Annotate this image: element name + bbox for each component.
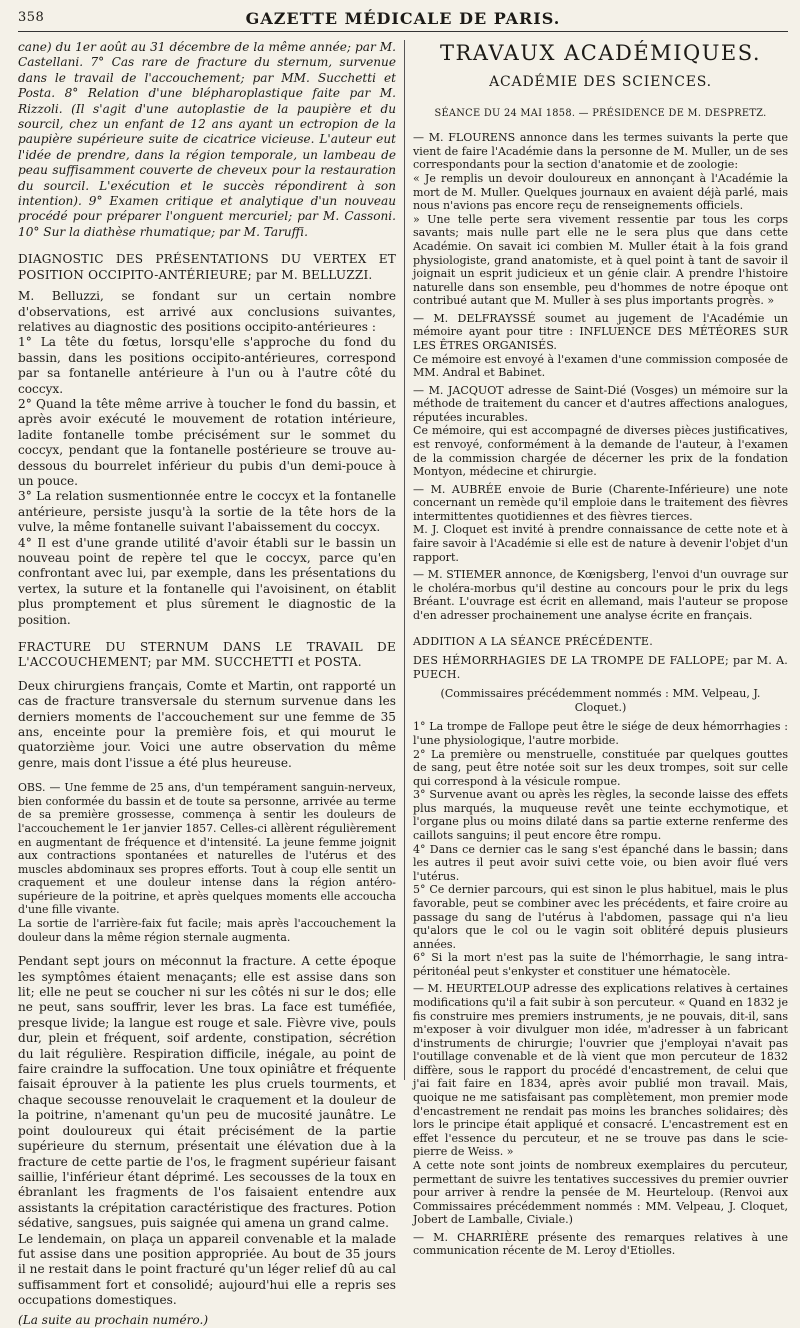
paragraph: M. J. Cloquet est invité à prendre connaissance de cette note et à faire savoir à l'Académie si elle est de nature à devenir l'objet d'un rapport. <box>413 523 788 564</box>
paragraph: 1° La tête du fœtus, lorsqu'elle s'approche du fond du bassin, dans les positions occipito-antérieures, correspond par sa fontanelle antérieure à l'un ou à l'autre côté du coccyx. <box>18 335 396 396</box>
paragraph: A cette note sont joints de nombreux exemplaires du percuteur, permettant de suivre les tentatives successives du premier ouvrier pour arriver à rendre la pensée de M. Heurteloup. (Renvoi aux Commissaires précédemment nommés : MM. Velpeau, J. Cloquet, Jobert de Lamballe, Civiale.) <box>413 1158 788 1227</box>
page-header <box>18 8 788 32</box>
commissioners-line: (Commissaires précédemment nommés : MM. Velpeau, J. Cloquet.) <box>440 687 761 714</box>
paragraph: » Une telle perte sera vivement ressentie par tous les corps savants; mais nulle part elle ne le sera plus que dans cette Académie. On savait ici combien M. Muller était à la fois grand physiologiste, grand anatomiste, et à quel point à tant de savoir il joignait un esprit judicieux et un génie clair. A prendre l'histoire naturelle dans son ensemble, peu d'hommes de notre époque ont contribué autant que M. Muller à ses plus importants progrès. » <box>413 212 788 308</box>
paragraph: 3° Survenue avant ou après les règles, la seconde laisse des effets plus marqués, la muqueuse revêt une teinte ecchymotique, et l'organe plus ou moins dilaté dans sa partie externe renferme des caillots sanguins; il peut encore être rompu. <box>413 788 788 843</box>
paragraph: 6° Si la mort n'est pas la suite de l'hémorrhagie, le sang intra-péritonéal peut s'enkyster et constituer une hématocèle. <box>413 951 788 978</box>
diagnostic-heading: DIAGNOSTIC DES PRÉSENTATIONS DU VERTEX ET POSITION OCCIPITO-ANTÉRIEURE; par M. BELLUZZI. <box>18 252 396 282</box>
paragraph: Ce mémoire est envoyé à l'examen d'une commission composée de MM. Andral et Babinet. <box>413 352 788 380</box>
paragraph: « Je remplis un devoir douloureux en annonçant à l'Académie la mort de M. Muller. Quelques journaux en avaient déjà parlé, mais nous n'avions pas encore reçu de renseignements officiels. <box>413 172 788 213</box>
continued-note: (La suite au prochain numéro.) <box>18 1312 209 1327</box>
paragraph: 5° Ce dernier parcours, qui est sinon le plus habituel, mais le plus favorable, peut se combiner avec les précédents, et faire croire au passage du sang de l'utérus à l'abdomen, passage qui n'a lieu qu'alors que le col ou le vagin soit oblitéré depuis plusieurs années. <box>413 883 788 951</box>
paragraph: Pendant sept jours on méconnut la fracture. A cette époque les symptômes étaient menaçants; elle est assise dans son lit; elle ne peut se coucher ni sur les côtés ni sur le dos; elle ne peut, sans souffrir, lever les bras. La face est tuméfiée, presque livide; la langue est rouge et sale. Fièvre vive, pouls dur, plein et fréquent, soif ardente, constipation, sécrétion du lait régulière. Respiration difficile, inégale, au point de faire craindre la suffocation. Une toux opiniâtre et fréquente faisait éprouver à la patiente les plus cruels tourments, et chaque secousse renouvelait le craquement et la douleur de la poitrine, n'amenant qu'un peu de mucosité jaunâtre. Le point douloureux qui était précisément de la partie supérieure du sternum, présentait une élévation due à la fracture de cette partie de l'os, le fragment supérieur faisant saillie, l'inférieur étant déprimé. Les secousses de la toux en ébranlant les fragments de l'os faisaient entendre aux assistants la crépitation caractéristique des fractures. Potion sédative, sangsues, puis saignée qui amena un grand calme. <box>18 954 396 1231</box>
paragraph: — M. STIEMER annonce, de Kœnigsberg, l'envoi d'un ouvrage sur le choléra-morbus qu'il destine au concours pour le prix du legs Bréant. L'ouvrage est écrit en allemand, mais l'auteur se propose d'en adresser prochainement une analyse écrite en français. <box>413 568 788 622</box>
paragraph: Deux chirurgiens français, Comte et Martin, ont rapporté un cas de fracture transversale du sternum survenue dans les derniers moments de l'accouchement sur une femme de 35 ans, enceinte pour la première fois, et qui mourut le quatorzième jour. Voici une autre observation du même genre, mais dont l'issue a été plus heureuse. <box>18 678 396 770</box>
column-divider <box>404 40 405 1080</box>
paragraph: — M. JACQUOT adresse de Saint-Dié (Vosges) un mémoire sur la méthode de traitement du cancer et d'autres affections analogues, réputées incurables. <box>413 383 788 424</box>
paragraph: La sortie de l'arrière-faix fut facile; mais après l'accouchement la douleur dans la même région sternale augmenta. <box>18 917 396 944</box>
paragraph: 4° Il est d'une grande utilité d'avoir établi sur le bassin un nouveau point de repère tel que le coccyx, parce qu'en confrontant avec lui, par exemple, dans les présentations du vertex, la suture et la fontanelle qui l'avoisinent, on établit plus promptement et plus sûrement le diagnostic de la position. <box>18 535 396 627</box>
session-line: SÉANCE DU 24 MAI 1858. — PRÉSIDENCE DE M. DESPRETZ. <box>434 108 767 120</box>
section-title: TRAVAUX ACADÉMIQUES. <box>439 41 762 65</box>
paragraph: — M. HEURTELOUP adresse des explications relatives à certaines modifications qu'il a fait subir à son percuteur. « Quand en 1832 je fis construire mes premiers instruments, je ne pouvais, dit-il, sans m'exposer à voir divulguer mon idée, m'adresser à un fabricant d'instruments de chirurgie; l'ouvrier que j'employai n'avait pas l'outillage convenable et de là vient que mon percuteur de 1832 diffère, sous le rapport du procédé d'encastrement, de celui que j'ai fait faire en 1834, après avoir publié mon travail. Mais, quoique ne me satisfaisant pas complètement, mon premier mode d'encastrement ne rendait pas moins les branches solidaires; dès lors le principe était appliqué et consacré. L'encastrement est en effet l'essence du percuteur, et ne se trouve pas dans le scie-pierre de Weiss. » <box>413 982 788 1159</box>
page-number: 358 <box>18 10 45 25</box>
observation-block <box>18 781 396 944</box>
paragraph: 4° Dans ce dernier cas le sang s'est épanché dans le bassin; dans les autres il peut avoir suivi cette voie, ou bien avoir flué vers l'utérus. <box>413 842 788 883</box>
paragraph: Le lendemain, on plaça un appareil convenable et la malade fut assise dans une position appropriée. Au bout de 35 jours il ne restait dans le point fracturé qu'un léger relief dû au cal suffisamment fort et consolidé; aujourd'hui elle a repris ses occupations domestiques. <box>18 1231 396 1308</box>
paragraph: OBS. — Une femme de 25 ans, d'un tempérament sanguin-nerveux, bien conformée du bassin et de toute sa personne, arrivée au terme de sa première grossesse, commença à sentir les douleurs de l'accouchement le 1er janvier 1857. Celles-ci allèrent régulièrement en augmentant de fréquence et d'intensité. La jeune femme joignit aux contractions spontanées et naturelles de l'utérus et des muscles abdominaux ses propres efforts. Tout à coup elle sentit un craquement et une douleur intense dans la région antéro-supérieure de la poitrine, et après quelques moments elle accoucha d'une fille vivante. <box>18 781 396 917</box>
paragraph: — M. FLOURENS annonce dans les termes suivants la perte que vient de faire l'Académie dans la personne de M. Muller, un de ses correspondants pour la section d'anatomie et de zoologie: <box>413 131 788 172</box>
paragraph: 3° La relation susmentionnée entre le coccyx et la fontanelle antérieure, persiste jusqu'à la sortie de la tête hors de la vulve, la même fontanelle suivant l'abaissement du coccyx. <box>18 489 396 535</box>
intro-paragraph: cane) du 1er août au 31 décembre de la même année; par M. Castellani. 7° Cas rare de fracture du sternum, survenue dans le travail de l'accouchement; par MM. Succhetti et Posta. 8° Relation d'une blépharoplastique faite par M. Rizzoli. (Il s'agit d'une autoplastie de la paupière et du sourcil, chez un enfant de 12 ans ayant un ectropion de la paupière supérieure suite de cicatrice vicieuse. L'auteur eut l'idée de prendre, dans la région temporale, un lambeau de peau suffisamment couverte de cheveux pour la restauration du sourcil. L'exécution et le succès répondirent à son intention). 9° Examen critique et analytique d'un nouveau procédé pour préparer l'onguent mercuriel; par M. Cassoni. 10° Sur la diathèse rhumatique; par M. Taruffi. <box>18 40 396 239</box>
paragraph: 2° La première ou menstruelle, constituée par quelques gouttes de sang, peut être notée soit sur les deux trompes, soit sur celle qui correspond à la vésicule rompue. <box>413 747 788 788</box>
paragraph: — M. CHARRIÈRE présente des remarques relatives à une communication récente de M. Leroy d'Etiolles. <box>413 1230 788 1258</box>
paragraph: 1° La trompe de Fallope peut être le siége de deux hémorrhagies : l'une physiologique, l'autre morbide. <box>413 720 788 747</box>
paragraph: 2° Quand la tête même arrive à toucher le fond du bassin, et après avoir exécuté le mouvement de rotation intérieure, ladite fontanelle tombe précisément sur le sommet du coccyx, pendant que la fontanelle postérieure se trouve au-dessous du bourrelet inférieur du pubis d'un demi-pouce à un pouce. <box>18 396 396 488</box>
paragraph: M. Belluzzi, se fondant sur un certain nombre d'observations, est arrivé aux conclusions suivantes, relatives au diagnostic des positions occipito-antérieures : <box>18 289 396 334</box>
academy-title: ACADÉMIE DES SCIENCES. <box>489 74 712 91</box>
left-column <box>18 40 396 1328</box>
paragraph: — M. AUBRÉE envoie de Burie (Charente-Inférieure) une note concernant un remède qu'il emploie dans le traitement des fièvres intermittentes quotidiennes et des fièvres tierces. <box>413 482 788 523</box>
fracture-heading: FRACTURE DU STERNUM DANS LE TRAVAIL DE L'ACCOUCHEMENT; par MM. SUCCHETTI et POSTA. <box>18 640 396 670</box>
hemorrhage-heading: DES HÉMORRHAGIES DE LA TROMPE DE FALLOPE; par M. A. PUECH. <box>413 654 788 681</box>
right-column <box>413 40 788 1258</box>
paragraph: — M. DELFRAYSSÉ soumet au jugement de l'Académie un mémoire ayant pour titre : INFLUENCE DES MÉTÉORES SUR LES ÊTRES ORGANISÉS. <box>413 311 788 352</box>
addition-heading: ADDITION A LA SÉANCE PRÉCÉDENTE. <box>413 634 653 648</box>
journal-title: GAZETTE MÉDICALE DE PARIS. <box>245 9 561 28</box>
paragraph: Ce mémoire, qui est accompagné de diverses pièces justificatives, est renvoyé, conformément à la demande de l'auteur, à l'examen de la commission chargée de décerner les prix de la fondation Montyon, médecine et chirurgie. <box>413 424 788 479</box>
